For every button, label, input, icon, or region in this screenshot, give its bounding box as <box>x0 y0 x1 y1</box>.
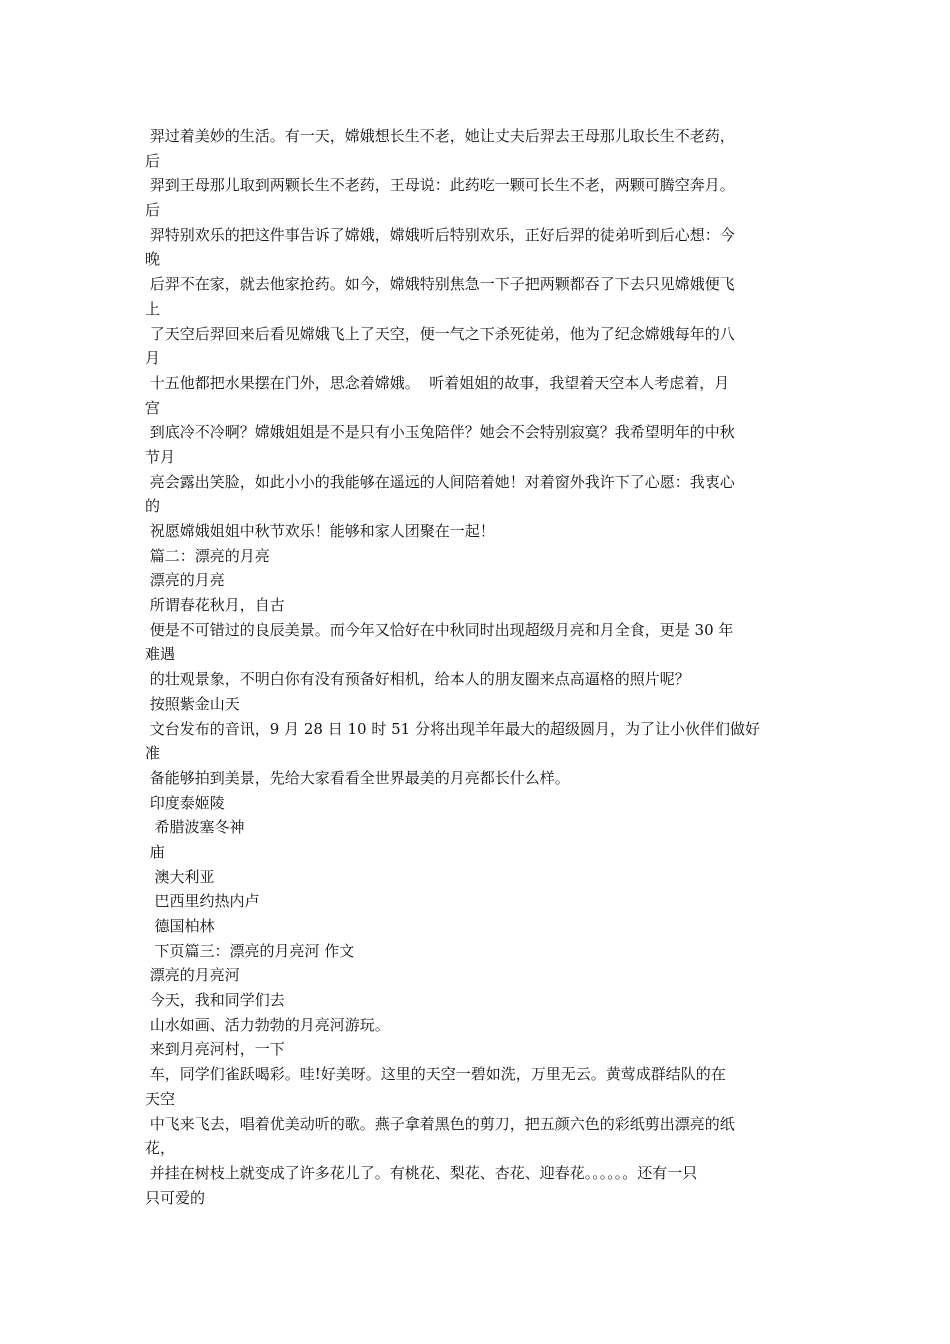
text-line: 希腊波塞冬神 <box>145 818 245 837</box>
text-line: 巴西里约热内卢 <box>145 892 260 911</box>
text-line: 后羿不在家，就去他家抢药。如今，嫦娥特别焦急一下子把两颗都吞了下去只见嫦娥便飞 <box>145 275 735 294</box>
text-line: 了天空后羿回来后看见嫦娥飞上了天空，便一气之下杀死徒弟，他为了纪念嫦娥每年的八 <box>145 324 735 343</box>
text-line: 山水如画、活力勃勃的月亮河游玩。 <box>145 1015 390 1034</box>
text-line: 文台发布的音讯，9 月 28 日 10 时 51 分将出现羊年最大的超级圆月，为了让小伙伴们做好 <box>145 719 760 738</box>
text-line: 的壮观景象，不明白你有没有预备好相机，给本人的朋友圈来点高逼格的照片呢？ <box>145 670 690 689</box>
text-line: 月 <box>145 349 161 368</box>
text-line: 只可爱的 <box>145 1188 206 1207</box>
text-line: 按照紫金山天 <box>145 694 240 713</box>
text-line: 亮会露出笑脸，如此小小的我能够在遥远的人间陪着她！对着窗外我许下了心愿：我衷心 <box>145 472 735 491</box>
text-line: 祝愿嫦娥姐姐中秋节欢乐！能够和家人团聚在一起！ <box>145 522 495 540</box>
document-body <box>145 124 815 1210</box>
text-line: 中飞来飞去，唱着优美动听的歌。燕子拿着黑色的剪刀，把五颜六色的彩纸剪出漂亮的纸 <box>145 1114 735 1133</box>
text-line: 车，同学们雀跃喝彩。哇!好美呀。这里的天空一碧如洗，万里无云。黄莺成群结队的在 <box>145 1065 726 1084</box>
text-line: 后 <box>145 201 161 220</box>
text-line: 难遇 <box>145 645 176 664</box>
section-heading: 下页篇三：漂亮的月亮河 作文 <box>145 941 355 960</box>
text-line: 到底冷不冷啊？嫦娥姐姐是不是只有小玉兔陪伴？她会不会特别寂寞？我希望明年的中秋 <box>145 423 735 442</box>
section-heading: 篇二：漂亮的月亮 <box>145 546 270 565</box>
text-line: 羿过着美妙的生活。有一天，嫦娥想长生不老，她让丈夫后羿去王母那儿取长生不老药， <box>145 127 735 145</box>
text-line: 天空 <box>145 1089 176 1108</box>
text-line: 后 <box>145 151 161 170</box>
text-line: 上 <box>145 299 161 318</box>
text-line: 今天，我和同学们去 <box>145 991 285 1010</box>
text-line: 备能够拍到美景，先给大家看看全世界最美的月亮都长什么样。 <box>145 768 570 787</box>
text-line: 庙 <box>145 842 165 861</box>
text-line: 花， <box>145 1139 176 1158</box>
text-line: 准 <box>145 744 161 763</box>
text-line: 晚 <box>145 250 161 269</box>
text-line: 来到月亮河村，一下 <box>145 1040 285 1059</box>
text-line: 羿到王母那儿取到两颗长生不老药，王母说：此药吃一颗可长生不老，两颗可腾空奔月。 <box>145 176 735 195</box>
text-line: 德国柏林 <box>145 917 215 935</box>
text-line: 节月 <box>145 447 176 466</box>
text-line: 便是不可错过的良辰美景。而今年又恰好在中秋同时出现超级月亮和月全食，更是 30 年 <box>145 620 734 639</box>
text-line: 羿特别欢乐的把这件事告诉了嫦娥，嫦娥听后特别欢乐，正好后羿的徒弟听到后心想：今 <box>145 225 735 244</box>
section-title: 漂亮的月亮 <box>145 571 225 590</box>
text-line: 印度泰姬陵 <box>145 793 225 812</box>
section-title: 漂亮的月亮河 <box>145 966 240 985</box>
text-line: 所谓春花秋月，自古 <box>145 596 285 615</box>
text-line: 十五他都把水果摆在门外，思念着嫦娥。 听着姐姐的故事，我望着天空本人考虑着，月 <box>145 373 730 392</box>
text-line: 的 <box>145 497 161 516</box>
text-line: 并挂在树枝上就变成了许多花儿了。有桃花、梨花、杏花、迎春花。。。。。。还有一只 <box>145 1163 698 1182</box>
text-line: 宫 <box>145 398 161 417</box>
text-line: 澳大利亚 <box>145 867 215 886</box>
